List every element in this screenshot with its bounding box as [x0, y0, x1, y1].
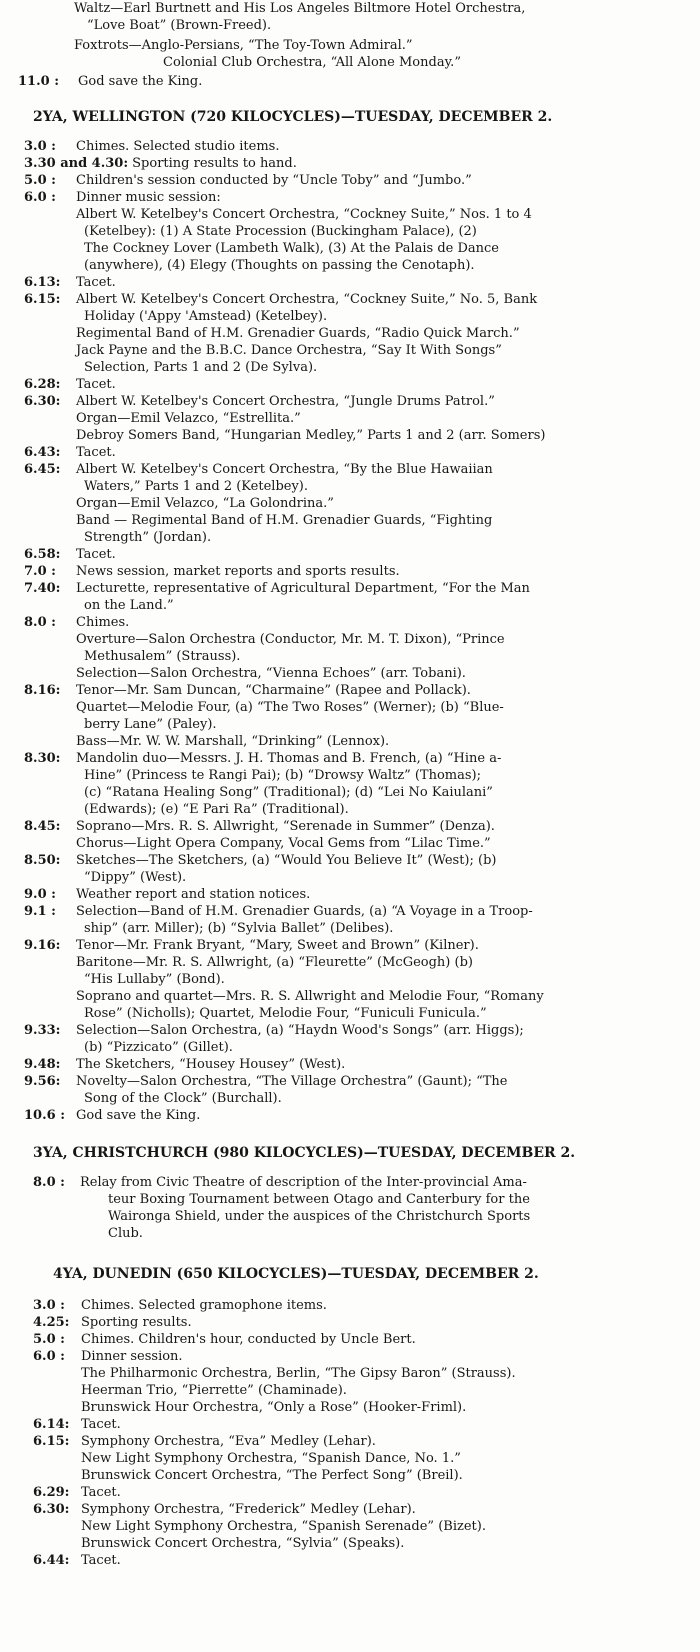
- entry-time: 8.16:: [24, 683, 61, 698]
- entry-body: [76, 427, 545, 444]
- schedule-entry: [0, 138, 700, 155]
- entry-line: Tacet.: [76, 275, 116, 290]
- entry-body: [81, 1331, 416, 1348]
- schedule-entry: [0, 342, 700, 376]
- entry-line: Overture—Salon Orchestra (Conductor, Mr. M. T. Dixon), “Prince: [76, 632, 505, 647]
- entry-body: [76, 614, 129, 631]
- schedule-entry: [0, 954, 700, 988]
- entry-line: Jack Payne and the B.B.C. Dance Orchestra, “Say It With Songs”: [76, 343, 502, 358]
- entry-line: Albert W. Ketelbey's Concert Orchestra, “Jungle Drums Patrol.”: [76, 394, 495, 409]
- entry-line: Sketches—The Sketchers, (a) “Would You Believe It” (West); (b): [76, 853, 497, 868]
- entry-time: 6.14:: [33, 1417, 70, 1432]
- entry-line: Holiday ('Appy 'Amstead) (Ketelbey).: [84, 309, 328, 324]
- entry-body: [76, 461, 493, 495]
- entry-line: (Ketelbey): (1) A State Procession (Buckingham Palace), (2): [84, 224, 477, 239]
- entry-time: 6.30:: [33, 1502, 70, 1517]
- entry-body: [76, 138, 279, 155]
- entry-body: [80, 1174, 530, 1242]
- schedule-entry: [0, 155, 700, 172]
- entry-line: Dinner session.: [81, 1349, 183, 1364]
- entry-body: [76, 325, 520, 342]
- entry-time: 8.0 :: [24, 615, 56, 630]
- schedule-entry: [0, 631, 700, 665]
- top-fragment: [0, 0, 700, 90]
- entry-time: [33, 1399, 81, 1416]
- schedule-entry: [0, 1382, 700, 1399]
- entry-time: 6.29:: [33, 1485, 70, 1500]
- entry-time: 6.30:: [24, 394, 61, 409]
- entry-time: 6.0 :: [33, 1349, 65, 1364]
- entry-time: [24, 835, 76, 852]
- entry-line: The Philharmonic Orchestra, Berlin, “The Gipsy Baron” (Strauss).: [81, 1366, 516, 1381]
- entry-time: 9.1 :: [24, 904, 56, 919]
- entry-time: 5.0 :: [24, 173, 56, 188]
- entry-time: 8.0 :: [33, 1175, 65, 1190]
- entry-line: Tenor—Mr. Frank Bryant, “Mary, Sweet and Brown” (Kilner).: [76, 938, 479, 953]
- entry-time: [24, 665, 76, 682]
- entry-time: 6.43:: [24, 445, 61, 460]
- entry-line: Relay from Civic Theatre of description of the Inter-provincial Ama-: [80, 1175, 527, 1190]
- entry-body: [76, 699, 504, 733]
- section-heading: 2YA, WELLINGTON (720 KILOCYCLES)—TUESDAY, DECEMBER 2.: [33, 109, 553, 125]
- entry-line: Regimental Band of H.M. Grenadier Guards, “Radio Quick March.”: [76, 326, 520, 341]
- entry-body: [76, 954, 473, 988]
- entry-body: [76, 631, 505, 665]
- schedule-entry: [0, 1416, 700, 1433]
- entry-line: New Light Symphony Orchestra, “Spanish Serenade” (Bizet).: [81, 1519, 486, 1534]
- entry-body: [81, 1382, 347, 1399]
- entry-time: [24, 699, 76, 733]
- entry-time: [24, 427, 76, 444]
- entry-body: [76, 818, 495, 835]
- entry-time: 11.0 :: [18, 74, 59, 89]
- entry-line: Baritone—Mr. R. S. Allwright, (a) “Fleurette” (McGeogh) (b): [76, 955, 473, 970]
- entry-line: Selection—Salon Orchestra, “Vienna Echoes” (arr. Tobani).: [76, 666, 466, 681]
- schedule-entry: [0, 376, 700, 393]
- entry-line: Chimes. Selected studio items.: [76, 139, 280, 154]
- entry-line: (anywhere), (4) Elegy (Thoughts on passing the Cenotaph).: [84, 258, 475, 273]
- entry-line: Selection—Salon Orchestra, (a) “Haydn Wood's Songs” (arr. Higgs);: [76, 1023, 524, 1038]
- entry-line: Band — Regimental Band of H.M. Grenadier Guards, “Fighting: [76, 513, 493, 528]
- entry-line: Waironga Shield, under the auspices of the Christchurch Sports: [108, 1209, 531, 1224]
- schedule-entry: [0, 325, 700, 342]
- schedule-entry: [0, 818, 700, 835]
- section-heading: 3YA, CHRISTCHURCH (980 KILOCYCLES)—TUESDAY, DECEMBER 2.: [33, 1145, 576, 1161]
- entry-line: Albert W. Ketelbey's Concert Orchestra, “By the Blue Hawaiian: [76, 462, 493, 477]
- entry-body: [76, 1073, 508, 1107]
- schedule-entry: [0, 580, 700, 614]
- entry-time: [24, 325, 76, 342]
- schedule-entry: [0, 1518, 700, 1535]
- entry-time: [33, 1467, 81, 1484]
- entry-time: [24, 342, 76, 376]
- entry-line: Bass—Mr. W. W. Marshall, “Drinking” (Lennox).: [76, 734, 390, 749]
- schedule-entry: [0, 427, 700, 444]
- entry-body: [76, 189, 221, 206]
- entry-line: New Light Symphony Orchestra, “Spanish Dance, No. 1.”: [81, 1451, 461, 1466]
- entry-line: Soprano—Mrs. R. S. Allwright, “Serenade in Summer” (Denza).: [76, 819, 495, 834]
- entry-body: [76, 580, 530, 614]
- entry-body: [81, 1484, 121, 1501]
- entry-text: Foxtrots—Anglo-Persians, “The Toy-Town Admiral.”: [74, 38, 413, 53]
- entry-line: Heerman Trio, “Pierrette” (Chaminade).: [81, 1383, 347, 1398]
- entry-line: Brunswick Hour Orchestra, “Only a Rose” (Hooker-Friml).: [81, 1400, 467, 1415]
- entry-text: Colonial Club Orchestra, “All Alone Monday.”: [163, 55, 461, 70]
- schedule-entry: [0, 1365, 700, 1382]
- entry-line: Dinner music session:: [76, 190, 221, 205]
- schedule-entry: [0, 1174, 700, 1242]
- schedule-entry: [0, 1314, 700, 1331]
- entry-line: Lecturette, representative of Agricultural Department, “For the Man: [76, 581, 530, 596]
- entry-line: Tacet.: [81, 1553, 121, 1568]
- schedule-entry: [0, 172, 700, 189]
- entry-body: [81, 1433, 376, 1450]
- schedule-entry: [0, 1073, 700, 1107]
- schedule-entry: [0, 1433, 700, 1450]
- entry-line: teur Boxing Tournament between Otago and Canterbury for the: [108, 1192, 530, 1207]
- entry-line: The Cockney Lover (Lambeth Walk), (3) At the Palais de Dance: [84, 241, 500, 256]
- entry-body: [81, 1518, 486, 1535]
- entry-line: ship” (arr. Miller); (b) “Sylvia Ballet” (Delibes).: [84, 921, 394, 936]
- entry-time: [33, 1365, 81, 1382]
- entry-line: Tacet.: [81, 1485, 121, 1500]
- entry-time: 7.0 :: [24, 564, 56, 579]
- schedule-entry: [0, 274, 700, 291]
- entry-line: Methusalem” (Strauss).: [84, 649, 241, 664]
- entry-line: “Dippy” (West).: [84, 870, 187, 885]
- entry-line: Club.: [108, 1226, 143, 1241]
- entry-line: Debroy Somers Band, “Hungarian Medley,” Parts 1 and 2 (arr. Somers): [76, 428, 546, 443]
- entry-time: 9.48:: [24, 1057, 61, 1072]
- entry-time: 6.0 :: [24, 190, 56, 205]
- schedule-entry: [0, 1056, 700, 1073]
- entry-time: [24, 495, 76, 512]
- entry-line: Symphony Orchestra, “Eva” Medley (Lehar).: [81, 1434, 376, 1449]
- entry-body: [81, 1416, 121, 1433]
- schedule-entry: [0, 1467, 700, 1484]
- entry-line: Tenor—Mr. Sam Duncan, “Charmaine” (Rapee and Pollack).: [76, 683, 471, 698]
- entry-body: [81, 1501, 416, 1518]
- entry-line: Organ—Emil Velazco, “La Golondrina.”: [76, 496, 334, 511]
- schedule-entry: [0, 1535, 700, 1552]
- entry-line: God save the King.: [76, 1108, 201, 1123]
- schedule-entry: [0, 291, 700, 325]
- entry-line: Tacet.: [76, 445, 116, 460]
- line: [0, 17, 700, 34]
- entry-line: (Edwards); (e) “E Pari Ra” (Traditional).: [84, 802, 349, 817]
- entry-body: [76, 835, 491, 852]
- schedule-entry: [0, 410, 700, 427]
- entry-line: Selection—Band of H.M. Grenadier Guards, (a) “A Voyage in a Troop-: [76, 904, 533, 919]
- schedule-entry: [0, 1348, 700, 1365]
- entry-body: [76, 410, 301, 427]
- entry-line: Organ—Emil Velazco, “Estrellita.”: [76, 411, 301, 426]
- line: [0, 54, 700, 71]
- entry-body: [76, 393, 495, 410]
- entry-line: Tacet.: [76, 547, 116, 562]
- entry-body: [81, 1552, 121, 1569]
- entry-body: [76, 274, 116, 291]
- entry-line: (c) “Ratana Healing Song” (Traditional); (d) “Lei No Kaiulani”: [84, 785, 493, 800]
- entry-time: 6.58:: [24, 547, 61, 562]
- entry-body: [81, 1348, 183, 1365]
- entry-body: [81, 1450, 461, 1467]
- entry-time: 8.45:: [24, 819, 61, 834]
- entry-list: [0, 1174, 700, 1242]
- entry-time: [33, 1450, 81, 1467]
- schedule-entry: [0, 1501, 700, 1518]
- schedule-entry: [0, 682, 700, 699]
- entry-body: [76, 172, 472, 189]
- entry-line: (b) “Pizzicato” (Gillet).: [84, 1040, 233, 1055]
- entry-line: Waters,” Parts 1 and 2 (Ketelbey).: [84, 479, 309, 494]
- entry-time: [33, 1382, 81, 1399]
- entry-body: [81, 1365, 516, 1382]
- entry-line: Novelty—Salon Orchestra, “The Village Orchestra” (Gaunt); “The: [76, 1074, 508, 1089]
- entry-time: 6.45:: [24, 462, 61, 477]
- entry-line: Symphony Orchestra, “Frederick” Medley (Lehar).: [81, 1502, 416, 1517]
- entry-list: [0, 138, 700, 1124]
- entry-line: Tacet.: [76, 377, 116, 392]
- entry-line: Chimes.: [76, 615, 130, 630]
- line: [0, 37, 700, 54]
- entry-time: 9.0 :: [24, 887, 56, 902]
- entry-time: [24, 733, 76, 750]
- entry-line: Albert W. Ketelbey's Concert Orchestra, “Cockney Suite,” Nos. 1 to 4: [76, 207, 532, 222]
- entry-body: [76, 903, 533, 937]
- entry-time: 6.15:: [33, 1434, 70, 1449]
- entry-time: [24, 512, 76, 546]
- schedule-entry: [0, 852, 700, 886]
- entry-body: [76, 1107, 200, 1124]
- entry: [0, 73, 700, 90]
- entry-line: Chorus—Light Opera Company, Vocal Gems from “Lilac Time.”: [76, 836, 491, 851]
- entry-time: 4.25:: [33, 1315, 70, 1330]
- entry-time: [24, 410, 76, 427]
- entry-line: Albert W. Ketelbey's Concert Orchestra, “Cockney Suite,” No. 5, Bank: [76, 292, 538, 307]
- schedule-entry: [0, 903, 700, 937]
- schedule-entry: [0, 495, 700, 512]
- schedule-entry: [0, 1297, 700, 1314]
- schedule-entry: [0, 835, 700, 852]
- entry-body: [76, 376, 116, 393]
- entry-line: Quartet—Melodie Four, (a) “The Two Roses” (Werner); (b) “Blue-: [76, 700, 504, 715]
- entry-time: 3.0 :: [24, 139, 56, 154]
- entry-line: Chimes. Selected gramophone items.: [81, 1298, 327, 1313]
- entry-line: “His Lullaby” (Bond).: [84, 972, 225, 987]
- schedule-entry: [0, 988, 700, 1022]
- entry-time: 7.40:: [24, 581, 61, 596]
- entry-text: Waltz—Earl Burtnett and His Los Angeles Biltmore Hotel Orchestra,: [74, 1, 526, 16]
- entry-body: [76, 682, 471, 699]
- entry-body: [76, 291, 537, 325]
- schedule-entry: [0, 563, 700, 580]
- schedule-entry: [0, 750, 700, 818]
- entry-time: 6.44:: [33, 1553, 70, 1568]
- entry-line: News session, market reports and sports results.: [76, 564, 400, 579]
- entry-line: The Sketchers, “Housey Housey” (West).: [76, 1057, 346, 1072]
- entry-body: [76, 512, 492, 546]
- entry-time: 9.33:: [24, 1023, 61, 1038]
- entry-line: Song of the Clock” (Burchall).: [84, 1091, 282, 1106]
- schedule-entry: [0, 665, 700, 682]
- entry-body: [76, 206, 532, 274]
- entry-time: 9.16:: [24, 938, 61, 953]
- schedule-entry: [0, 206, 700, 274]
- entry-line: Chimes. Children's hour, conducted by Uncle Bert.: [81, 1332, 416, 1347]
- entry-body: [81, 1467, 463, 1484]
- entry-text: God save the King.: [78, 74, 203, 89]
- entry-time: [24, 988, 76, 1022]
- entry-line: Mandolin duo—Messrs. J. H. Thomas and B. French, (a) “Hine a-: [76, 751, 502, 766]
- entry-time: [24, 206, 76, 274]
- entry-line: Weather report and station notices.: [76, 887, 311, 902]
- schedule-entry: [0, 733, 700, 750]
- entry-line: Soprano and quartet—Mrs. R. S. Allwright and Melodie Four, “Romany: [76, 989, 544, 1004]
- entry-line: Brunswick Concert Orchestra, “The Perfect Song” (Breil).: [81, 1468, 463, 1483]
- section-christchurch: [0, 1145, 700, 1242]
- entry-body: [76, 563, 400, 580]
- schedule-entry: [0, 1331, 700, 1348]
- schedule-entry: [0, 1022, 700, 1056]
- entry-body: [76, 546, 116, 563]
- line: [0, 0, 700, 17]
- entry-line: Rose” (Nicholls); Quartet, Melodie Four, “Funiculi Funicula.”: [84, 1006, 487, 1021]
- schedule-entry: [0, 1107, 700, 1124]
- entry-time: [24, 631, 76, 665]
- entry-time: [33, 1518, 81, 1535]
- entry-time: [33, 1535, 81, 1552]
- schedule-entry: [0, 614, 700, 631]
- entry-body: [81, 1399, 466, 1416]
- schedule-entry: [0, 937, 700, 954]
- entry-time: 10.6 :: [24, 1108, 65, 1123]
- entry-line: Brunswick Concert Orchestra, “Sylvia” (Speaks).: [81, 1536, 405, 1551]
- schedule-entry: [0, 1399, 700, 1416]
- entry-body: [76, 444, 116, 461]
- entry-body: [76, 665, 466, 682]
- entry-body: [76, 852, 496, 886]
- entry-line: Tacet.: [81, 1417, 121, 1432]
- schedule-entry: [0, 546, 700, 563]
- entry-body: [76, 886, 310, 903]
- entry-time: 8.30:: [24, 751, 61, 766]
- entry-time: [24, 954, 76, 988]
- schedule-entry: [0, 393, 700, 410]
- entry-body: [81, 1314, 192, 1331]
- schedule-entry: [0, 444, 700, 461]
- entry-time: 3.0 :: [33, 1298, 65, 1313]
- schedule-entry: [0, 1552, 700, 1569]
- entry-body: [81, 1297, 327, 1314]
- section-dunedin: [0, 1266, 700, 1569]
- section-wellington: [0, 109, 700, 1124]
- entry-line: on the Land.”: [84, 598, 174, 613]
- entry-time: 6.13:: [24, 275, 61, 290]
- entry-body: [76, 1022, 524, 1056]
- entry-time: 8.50:: [24, 853, 61, 868]
- entry-list: [0, 1297, 700, 1569]
- entry-body: [76, 495, 334, 512]
- section-heading: 4YA, DUNEDIN (650 KILOCYCLES)—TUESDAY, DECEMBER 2.: [53, 1266, 539, 1282]
- entry-body: [132, 155, 297, 172]
- entry-body: [76, 750, 501, 818]
- entry-line: Sporting results to hand.: [132, 156, 297, 171]
- entry-line: Sporting results.: [81, 1315, 192, 1330]
- entry-line: Strength” (Jordan).: [84, 530, 212, 545]
- schedule-entry: [0, 1450, 700, 1467]
- entry-body: [81, 1535, 404, 1552]
- entry-body: [76, 733, 389, 750]
- entry-time: 6.28:: [24, 377, 61, 392]
- schedule-entry: [0, 461, 700, 495]
- entry-time: 9.56:: [24, 1074, 61, 1089]
- entry-body: [76, 988, 544, 1022]
- schedule-entry: [0, 886, 700, 903]
- entry-line: Children's session conducted by “Uncle Toby” and “Jumbo.”: [76, 173, 472, 188]
- entry-time: 3.30 and 4.30:: [24, 156, 129, 171]
- schedule-entry: [0, 1484, 700, 1501]
- schedule-entry: [0, 189, 700, 206]
- entry-line: Hine” (Princess te Rangi Pai); (b) “Drowsy Waltz” (Thomas);: [84, 768, 481, 783]
- entry-line: berry Lane” (Paley).: [84, 717, 217, 732]
- entry-time: 5.0 :: [33, 1332, 65, 1347]
- entry-body: [76, 342, 502, 376]
- entry-body: [76, 1056, 345, 1073]
- entry-text: “Love Boat” (Brown-Freed).: [87, 18, 272, 33]
- entry-line: Selection, Parts 1 and 2 (De Sylva).: [84, 360, 318, 375]
- schedule-entry: [0, 512, 700, 546]
- entry-body: [76, 937, 479, 954]
- entry-time: 6.15:: [24, 292, 61, 307]
- schedule-entry: [0, 699, 700, 733]
